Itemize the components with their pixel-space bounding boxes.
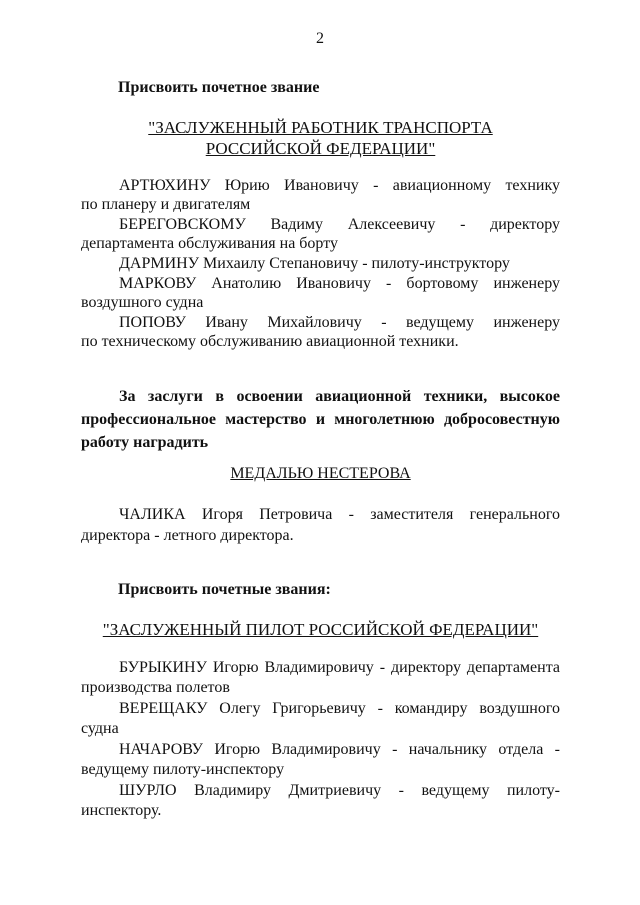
section1-title-line1: "ЗАСЛУЖЕННЫЙ РАБОТНИК ТРАНСПОРТА <box>148 118 493 137</box>
section1-list <box>81 176 560 352</box>
entry-line1: БЕРЕГОВСКОМУ Вадиму Алексеевичу - директору <box>119 216 560 233</box>
section2-heading-line3: работу наградить <box>81 434 209 451</box>
entry-line1: ЧАЛИКА Игоря Петровича - заместителя генерального <box>119 506 560 523</box>
list-item <box>81 254 560 273</box>
section2-heading <box>81 385 560 454</box>
section3-title-text: "ЗАСЛУЖЕННЫЙ ПИЛОТ РОССИЙСКОЙ ФЕДЕРАЦИИ" <box>102 620 539 639</box>
entry-line1: ВЕРЕЩАКУ Олегу Григорьевичу - командиру воздушного <box>119 700 560 717</box>
entry-line1: НАЧАРОВУ Игорю Владимировичу - начальнику отдела - <box>119 741 560 758</box>
entry-line1: ШУРЛО Владимиру Дмитриевичу - ведущему пилоту- <box>119 782 560 799</box>
entry-line2: воздушного судна <box>81 294 204 311</box>
section2-heading-line2: профессиональное мастерство и многолетнюю добросовестную <box>81 411 560 428</box>
section3-heading: Присвоить почетные звания: <box>118 581 331 598</box>
entry-line1: МАРКОВУ Анатолию Ивановичу - бортовому инженеру <box>119 275 560 292</box>
section1-heading: Присвоить почетное звание <box>118 79 320 96</box>
list-item <box>81 740 560 780</box>
section3-title <box>81 619 560 640</box>
section3-list <box>81 658 560 822</box>
list-item <box>81 781 560 821</box>
award-name: МЕДАЛЬЮ НЕСТЕРОВА <box>230 465 411 482</box>
page-number: 2 <box>316 30 324 47</box>
section2-list <box>81 504 560 547</box>
entry-line2: по техническому обслуживанию авиационной техники. <box>81 333 459 350</box>
entry-line1: ДАРМИНУ Михаилу Степановичу - пилоту-инструктору <box>119 255 510 272</box>
entry-line1: БУРЫКИНУ Игорю Владимировичу - директору департамента <box>119 659 560 676</box>
list-item <box>81 215 560 253</box>
list-item <box>81 313 560 351</box>
entry-line2: производства полетов <box>81 679 230 696</box>
entry-line2: ведущему пилоту-инспектору <box>81 761 285 778</box>
section1-title-line2: РОССИЙСКОЙ ФЕДЕРАЦИИ" <box>205 139 436 158</box>
list-item <box>81 274 560 312</box>
section1-title <box>81 117 560 159</box>
award-title <box>81 464 560 484</box>
entry-line2: директора - летного директора. <box>81 527 294 544</box>
entry-line2: по планеру и двигателям <box>81 196 251 213</box>
list-item <box>81 176 560 214</box>
entry-line2: судна <box>81 720 119 737</box>
entry-line1: ПОПОВУ Ивану Михайловичу - ведущему инженеру <box>119 314 560 331</box>
section2-heading-line1: За заслуги в освоении авиационной техники, высокое <box>119 388 560 405</box>
list-item <box>81 504 560 546</box>
list-item <box>81 699 560 739</box>
entry-line2: департамента обслуживания на борту <box>81 235 338 252</box>
list-item <box>81 658 560 698</box>
entry-line2: инспектору. <box>81 802 162 819</box>
entry-line1: АРТЮХИНУ Юрию Ивановичу - авиационному технику <box>119 177 560 194</box>
